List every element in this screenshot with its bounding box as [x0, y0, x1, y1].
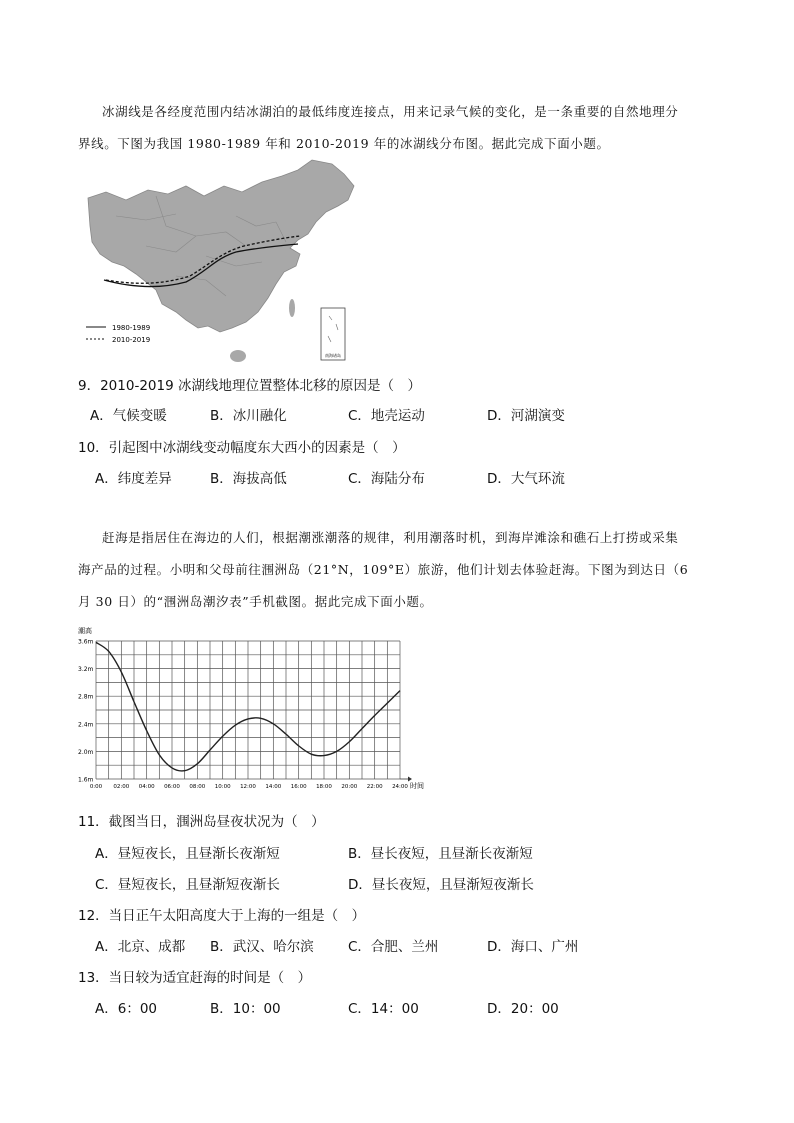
inset-label: 南海诸岛 — [325, 353, 341, 358]
chart-grid — [96, 641, 412, 782]
q10-option-b[interactable]: B．海拔高低 — [210, 471, 287, 487]
x-tick-label: 14:00 — [265, 784, 282, 790]
q11-option-b[interactable]: B．昼长夜短，且昼渐长夜渐短 — [348, 846, 533, 862]
x-tick-label: 08:00 — [189, 784, 206, 790]
q13-option-a[interactable]: A．6：00 — [95, 1001, 158, 1017]
y-tick-label: 2.0m — [78, 748, 94, 756]
y-tick-label: 3.2m — [78, 666, 94, 674]
q9-option-b[interactable]: B．冰川融化 — [210, 408, 287, 424]
x-tick-labels — [90, 784, 409, 790]
x-tick-label: 02:00 — [113, 784, 130, 790]
q12-option-b[interactable]: B．武汉、哈尔滨 — [210, 939, 314, 955]
x-tick-label: 20:00 — [341, 784, 358, 790]
legend-2010-2019: 2010-2019 — [112, 336, 151, 344]
q9-option-c[interactable]: C．地壳运动 — [348, 408, 425, 424]
q10-option-c[interactable]: C．海陆分布 — [348, 471, 425, 487]
y-axis-label: 潮高 — [78, 627, 92, 635]
y-tick-label: 1.6m — [78, 776, 94, 784]
passage-2 — [78, 522, 728, 618]
q9-option-d[interactable]: D．河湖演变 — [487, 408, 565, 424]
x-tick-label: 06:00 — [164, 784, 180, 790]
y-tick-labels — [78, 639, 94, 784]
q12-option-d[interactable]: D．海口、广州 — [487, 939, 579, 955]
x-tick-label: 04:00 — [138, 784, 155, 790]
passage-1-line-1: 冰湖线是各经度范围内结冰湖泊的最低纬度连接点，用来记录气候的变化，是一条重要的自然地理分 — [102, 104, 679, 119]
taiwan-island — [289, 299, 295, 317]
tide-chart — [78, 623, 438, 801]
china-ice-lake-line-map — [86, 156, 376, 370]
x-axis-label: 时间 — [410, 782, 424, 790]
question-10: 10．引起图中冰湖线变动幅度东大西小的因素是（ ） — [78, 440, 406, 456]
q12-option-a[interactable]: A．北京、成都 — [95, 939, 186, 955]
q13-option-c[interactable]: C．14：00 — [348, 1001, 419, 1017]
q13-option-d[interactable]: D．20：00 — [487, 1001, 559, 1017]
x-tick-label: 22:00 — [366, 784, 383, 790]
legend-1980-1989: 1980-1989 — [112, 324, 151, 332]
y-tick-label: 3.6m — [78, 638, 94, 646]
x-tick-label: 10:00 — [214, 784, 231, 790]
x-tick-label: 16:00 — [290, 784, 307, 790]
passage-2-line-2: 海产品的过程。小明和父母前往涠洲岛（21°N，109°E）旅游，他们计划去体验赶海。下图为到达日（6 — [78, 562, 689, 577]
x-tick-label: 24:00 — [392, 784, 408, 790]
passage-2-line-1: 赶海是指居住在海边的人们，根据潮涨潮落的规律，利用潮落时机，到海岸滩涂和礁石上打捞或采集 — [102, 530, 679, 545]
q11-option-c[interactable]: C．昼短夜长，且昼渐短夜渐长 — [95, 877, 280, 893]
hainan-island — [230, 350, 246, 362]
q10-option-d[interactable]: D．大气环流 — [487, 471, 565, 487]
passage-1-line-2: 界线。下图为我国 1980-1989 年和 2010-2019 年的冰湖线分布图。据此完成下面小题。 — [78, 136, 610, 151]
q9-option-a[interactable]: A．气候变暖 — [90, 408, 167, 424]
y-tick-label: 2.8m — [78, 693, 94, 701]
x-tick-label: 12:00 — [240, 784, 256, 790]
passage-2-line-3: 月 30 日）的“涠洲岛潮汐表”手机截图。据此完成下面小题。 — [78, 594, 433, 609]
question-9: 9．2010-2019 冰湖线地理位置整体北移的原因是（ ） — [78, 378, 421, 394]
q12-option-c[interactable]: C．合肥、兰州 — [348, 939, 439, 955]
question-13: 13．当日较为适宜赶海的时间是（ ） — [78, 970, 312, 986]
q11-option-d[interactable]: D．昼长夜短，且昼渐短夜渐长 — [348, 877, 534, 893]
china-mainland — [88, 160, 354, 332]
x-tick-label: 0:00 — [89, 784, 103, 790]
q13-option-b[interactable]: B．10：00 — [210, 1001, 281, 1017]
question-11: 11．截图当日，涠洲岛昼夜状况为（ ） — [78, 814, 325, 830]
passage-1 — [78, 96, 728, 160]
question-12: 12．当日正午太阳高度大于上海的一组是（ ） — [78, 908, 366, 924]
y-tick-label: 2.4m — [78, 721, 94, 729]
q11-option-a[interactable]: A．昼短夜长，且昼渐长夜渐短 — [95, 846, 280, 862]
x-tick-label: 18:00 — [316, 784, 332, 790]
x-axis-arrowhead — [408, 777, 412, 782]
q10-option-a[interactable]: A．纬度差异 — [95, 471, 172, 487]
